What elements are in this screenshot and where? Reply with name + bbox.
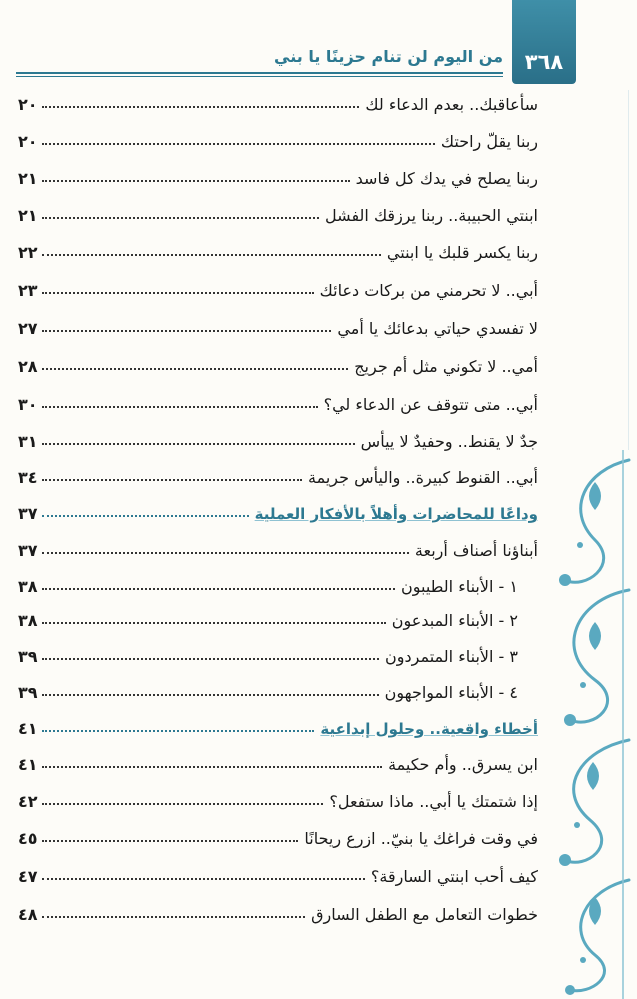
dot-leader xyxy=(42,443,355,445)
toc-entry-page: ٢٣ xyxy=(18,281,38,300)
toc-entry-title: أبناؤنا أصناف أربعة xyxy=(414,541,538,560)
page-number: ٣٦٨ xyxy=(524,50,564,74)
toc-section-page: ٣٧ xyxy=(18,504,38,523)
toc-entry-title: في وقت فراغك يا بنيّ.. ازرع ريحانًا xyxy=(304,829,538,848)
toc-entry[interactable] xyxy=(18,308,538,338)
toc-subentry[interactable] xyxy=(18,672,518,702)
toc-entry[interactable] xyxy=(18,818,538,848)
toc-entry-page: ٣٨ xyxy=(18,577,38,596)
toc-entry[interactable] xyxy=(18,457,538,487)
toc-entry-title: جدٌ لا يقنط.. وحفيدٌ لا ييأس xyxy=(360,432,538,451)
dot-leader xyxy=(42,254,381,256)
toc-subentry[interactable] xyxy=(18,600,518,630)
dot-leader xyxy=(42,217,320,219)
header-rule xyxy=(16,72,503,74)
toc-entry-title: سأعاقبك.. بعدم الدعاء لك xyxy=(365,95,538,114)
page-number-tab xyxy=(512,0,576,84)
toc-entry-page: ٢٨ xyxy=(18,357,38,376)
dot-leader xyxy=(42,180,350,182)
toc-entry-title: لا تفسدي حياتي بدعائك يا أمي xyxy=(337,319,538,338)
toc-entry-page: ٤٨ xyxy=(18,905,38,924)
toc-section-heading[interactable] xyxy=(18,708,538,738)
dot-leader xyxy=(42,552,409,554)
toc-entry-page: ٣٤ xyxy=(18,468,38,487)
toc-entry-page: ٤٥ xyxy=(18,829,38,848)
toc-section-page: ٤١ xyxy=(18,719,38,738)
toc-entry-title: أمي.. لا تكوني مثل أم جريج xyxy=(354,357,538,376)
dot-leader xyxy=(42,106,360,108)
toc-entry[interactable] xyxy=(18,384,538,414)
toc-entry-page: ٣٨ xyxy=(18,611,38,630)
toc-entry[interactable] xyxy=(18,84,538,114)
dot-leader xyxy=(42,588,395,590)
toc-entry-title: ٤ - الأبناء المواجهون xyxy=(384,683,518,702)
toc-entry-title: أبي.. متى تتوقف عن الدعاء لي؟ xyxy=(323,395,538,414)
toc-entry-page: ٣٠ xyxy=(18,395,38,414)
dot-leader xyxy=(42,479,302,481)
toc-entry[interactable] xyxy=(18,530,538,560)
dot-leader xyxy=(42,292,314,294)
dot-leader xyxy=(42,840,299,842)
toc-entry[interactable] xyxy=(18,232,538,262)
dot-leader xyxy=(42,730,315,732)
toc-subentry[interactable] xyxy=(18,566,518,596)
dot-leader xyxy=(42,658,380,660)
dot-leader xyxy=(42,143,435,145)
dot-leader xyxy=(42,694,379,696)
toc-entry-page: ٢١ xyxy=(18,169,38,188)
toc-entry-title: إذا شتمتك يا أبي.. ماذا ستفعل؟ xyxy=(329,792,538,811)
toc-entry[interactable] xyxy=(18,856,538,886)
toc-entry-page: ٢٠ xyxy=(18,95,38,114)
toc-entry[interactable] xyxy=(18,121,538,151)
toc-entry-title: ١ - الأبناء الطيبون xyxy=(401,577,518,596)
toc-entry-page: ٢٠ xyxy=(18,132,38,151)
toc-section-title: أخطاء واقعية.. وحلول إبداعية xyxy=(320,720,538,738)
toc-entry-title: ربنا يصلح في يدك كل فاسد xyxy=(355,169,538,188)
toc-entry[interactable] xyxy=(18,744,538,774)
toc-entry-title: خطوات التعامل مع الطفل السارق xyxy=(311,905,538,924)
toc-entry-title: أبي.. لا تحرمني من بركات دعائك xyxy=(319,281,538,300)
toc-entry-page: ٤١ xyxy=(18,755,38,774)
toc-section-heading[interactable] xyxy=(18,493,538,523)
toc-entry-page: ٣٩ xyxy=(18,683,38,702)
toc-entry-title: ابنتي الحبيبة.. ربنا يرزقك الفشل xyxy=(325,206,538,225)
toc-entry-title: ٣ - الأبناء المتمردون xyxy=(385,647,518,666)
toc-entry-title: ٢ - الأبناء المبدعون xyxy=(391,611,518,630)
toc-entry[interactable] xyxy=(18,270,538,300)
dot-leader xyxy=(42,368,349,370)
floral-ornament xyxy=(525,450,637,999)
toc-entry-title: ربنا يقلّ راحتك xyxy=(440,132,538,151)
toc-entry-page: ٢١ xyxy=(18,206,38,225)
toc-entry-page: ٢٧ xyxy=(18,319,38,338)
toc-entry-page: ٢٢ xyxy=(18,243,38,262)
toc-entry[interactable] xyxy=(18,781,538,811)
toc-entry-page: ٤٧ xyxy=(18,867,38,886)
header-rule-thin xyxy=(16,76,503,77)
running-title: من اليوم لن تنام حزينًا يا بني xyxy=(274,47,503,66)
toc-entry[interactable] xyxy=(18,158,538,188)
toc-entry-title: ابن يسرق.. وأم حكيمة xyxy=(388,755,538,774)
toc-entry[interactable] xyxy=(18,346,538,376)
toc-subentry[interactable] xyxy=(18,636,518,666)
toc-section-title: وداعًا للمحاضرات وأهلاً بالأفكار العملية xyxy=(254,505,538,523)
dot-leader xyxy=(42,803,324,805)
toc-entry[interactable] xyxy=(18,195,538,225)
toc-entry[interactable] xyxy=(18,421,538,451)
dot-leader xyxy=(42,515,249,517)
toc-entry-title: ربنا يكسر قلبك يا ابنتي xyxy=(386,243,538,262)
toc-entry-page: ٣١ xyxy=(18,432,38,451)
dot-leader xyxy=(42,916,306,918)
dot-leader xyxy=(42,878,365,880)
dot-leader xyxy=(42,766,383,768)
toc-entry-title: أبي.. القنوط كبيرة.. واليأس جريمة xyxy=(308,468,538,487)
toc-entry-page: ٤٢ xyxy=(18,792,38,811)
dot-leader xyxy=(42,622,386,624)
dot-leader xyxy=(42,406,318,408)
toc-entry-page: ٣٧ xyxy=(18,541,38,560)
toc-entry-title: كيف أحب ابنتي السارقة؟ xyxy=(370,867,538,886)
dot-leader xyxy=(42,330,332,332)
margin-rule xyxy=(628,90,629,450)
toc-entry-page: ٣٩ xyxy=(18,647,38,666)
toc-entry[interactable] xyxy=(18,894,538,924)
